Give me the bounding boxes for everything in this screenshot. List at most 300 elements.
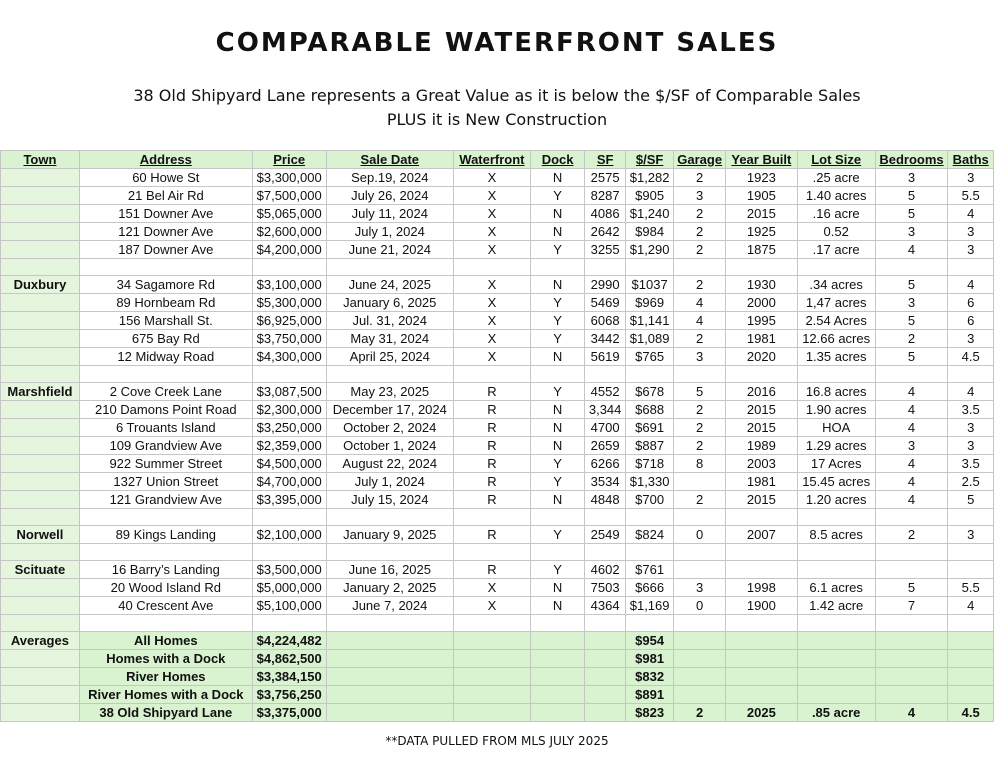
table-cell: 1.42 acre	[797, 597, 875, 615]
table-cell: July 1, 2024	[326, 223, 453, 241]
table-cell: 4	[875, 704, 948, 722]
table-cell: $823	[625, 704, 674, 722]
table-cell	[674, 650, 726, 668]
column-header: SF	[585, 151, 625, 169]
table-cell: 5.5	[948, 579, 994, 597]
table-cell: R	[453, 455, 530, 473]
table-cell	[797, 668, 875, 686]
table-cell: Y	[530, 455, 585, 473]
table-cell: R	[453, 561, 530, 579]
table-row	[1, 419, 994, 437]
table-cell: $700	[625, 491, 674, 509]
empty-cell	[1, 259, 80, 276]
table-cell: All Homes	[79, 632, 252, 650]
empty-cell	[453, 259, 530, 276]
table-cell: 16.8 acres	[797, 383, 875, 401]
column-header: Dock	[530, 151, 585, 169]
table-cell: $6,925,000	[252, 312, 326, 330]
table-cell: 3	[948, 169, 994, 187]
table-cell	[585, 668, 625, 686]
table-cell	[674, 561, 726, 579]
table-cell: 5	[948, 491, 994, 509]
column-header: Garage	[674, 151, 726, 169]
table-cell: $3,375,000	[252, 704, 326, 722]
table-cell	[948, 668, 994, 686]
table-cell: 60 Howe St	[79, 169, 252, 187]
table-cell: R	[453, 491, 530, 509]
empty-cell	[1, 544, 80, 561]
subtitle	[0, 84, 994, 132]
table-cell: N	[530, 348, 585, 366]
table-cell	[453, 704, 530, 722]
table-cell: 210 Damons Point Road	[79, 401, 252, 419]
table-cell: 0.52	[797, 223, 875, 241]
table-cell: 1998	[725, 579, 797, 597]
table-cell: R	[453, 473, 530, 491]
table-cell	[674, 632, 726, 650]
column-header: Bedrooms	[875, 151, 948, 169]
empty-cell	[948, 509, 994, 526]
table-cell: N	[530, 491, 585, 509]
table-cell: 38 Old Shipyard Lane	[79, 704, 252, 722]
table-cell: N	[530, 276, 585, 294]
table-cell: 7	[875, 597, 948, 615]
table-cell: $678	[625, 383, 674, 401]
empty-cell	[797, 259, 875, 276]
empty-cell	[875, 615, 948, 632]
table-cell: 21 Bel Air Rd	[79, 187, 252, 205]
table-cell: June 16, 2025	[326, 561, 453, 579]
empty-cell	[530, 366, 585, 383]
empty-cell	[674, 509, 726, 526]
table-cell	[875, 686, 948, 704]
town-cell: Duxbury	[1, 276, 80, 294]
table-cell: 3	[674, 187, 726, 205]
table-cell: 1925	[725, 223, 797, 241]
table-cell: $2,600,000	[252, 223, 326, 241]
table-cell	[585, 704, 625, 722]
table-cell: $1,169	[625, 597, 674, 615]
table-cell: $824	[625, 526, 674, 544]
table-cell: X	[453, 241, 530, 259]
empty-cell	[725, 366, 797, 383]
table-cell: $3,250,000	[252, 419, 326, 437]
table-cell: 1981	[725, 473, 797, 491]
table-cell: R	[453, 383, 530, 401]
table-cell: 2	[674, 419, 726, 437]
empty-cell	[797, 366, 875, 383]
table-cell: 156 Marshall St.	[79, 312, 252, 330]
table-cell: 40 Crescent Ave	[79, 597, 252, 615]
table-cell: 2575	[585, 169, 625, 187]
table-cell: 1900	[725, 597, 797, 615]
table-cell: June 24, 2025	[326, 276, 453, 294]
table-cell: 17 Acres	[797, 455, 875, 473]
table-cell: 3.5	[948, 401, 994, 419]
table-cell: January 9, 2025	[326, 526, 453, 544]
empty-cell	[453, 366, 530, 383]
table-cell: June 7, 2024	[326, 597, 453, 615]
table-cell: $3,756,250	[252, 686, 326, 704]
table-cell: Y	[530, 561, 585, 579]
table-cell	[875, 650, 948, 668]
table-cell: 2003	[725, 455, 797, 473]
table-cell	[948, 632, 994, 650]
table-cell: 3	[674, 579, 726, 597]
table-cell: May 23, 2025	[326, 383, 453, 401]
empty-cell	[674, 259, 726, 276]
table-cell: August 22, 2024	[326, 455, 453, 473]
table-cell	[326, 668, 453, 686]
empty-cell	[79, 615, 252, 632]
table-cell: $1,089	[625, 330, 674, 348]
column-header: Baths	[948, 151, 994, 169]
table-cell: $688	[625, 401, 674, 419]
table-cell: 2 Cove Creek Lane	[79, 383, 252, 401]
table-cell: $1,240	[625, 205, 674, 223]
empty-cell	[674, 544, 726, 561]
table-cell: 121 Grandview Ave	[79, 491, 252, 509]
table-cell	[453, 668, 530, 686]
table-cell: 4364	[585, 597, 625, 615]
empty-cell	[326, 544, 453, 561]
table-cell	[948, 650, 994, 668]
town-cell	[1, 348, 80, 366]
table-cell: R	[453, 419, 530, 437]
table-cell	[585, 650, 625, 668]
table-cell: 1930	[725, 276, 797, 294]
empty-cell	[725, 509, 797, 526]
table-cell: 89 Kings Landing	[79, 526, 252, 544]
table-cell: 1.20 acres	[797, 491, 875, 509]
table-cell	[725, 650, 797, 668]
table-cell: N	[530, 437, 585, 455]
town-cell	[1, 312, 80, 330]
table-cell: 3	[674, 348, 726, 366]
table-row	[1, 312, 994, 330]
empty-cell	[530, 544, 585, 561]
table-cell: 4086	[585, 205, 625, 223]
empty-cell	[585, 615, 625, 632]
empty-cell	[625, 259, 674, 276]
empty-cell	[875, 259, 948, 276]
table-cell: 6068	[585, 312, 625, 330]
table-cell: River Homes with a Dock	[79, 686, 252, 704]
averages-row	[1, 632, 994, 650]
table-cell: 2	[674, 491, 726, 509]
table-cell: N	[530, 205, 585, 223]
table-cell	[453, 632, 530, 650]
table-cell: 3,344	[585, 401, 625, 419]
table-cell	[326, 704, 453, 722]
table-cell	[725, 561, 797, 579]
sales-table	[0, 150, 994, 722]
table-cell: 1327 Union Street	[79, 473, 252, 491]
town-cell	[1, 401, 80, 419]
table-cell: 5469	[585, 294, 625, 312]
table-cell: X	[453, 294, 530, 312]
table-cell: 2642	[585, 223, 625, 241]
table-row	[1, 597, 994, 615]
table-cell: N	[530, 579, 585, 597]
table-cell: 2	[674, 437, 726, 455]
table-cell: December 17, 2024	[326, 401, 453, 419]
table-row	[1, 348, 994, 366]
town-cell	[1, 169, 80, 187]
table-cell: 0	[674, 526, 726, 544]
footer-note: **DATA PULLED FROM MLS JULY 2025	[385, 734, 609, 748]
table-cell: 4.5	[948, 704, 994, 722]
column-header: Sale Date	[326, 151, 453, 169]
table-row	[1, 401, 994, 419]
table-cell	[948, 686, 994, 704]
table-cell: 4	[948, 205, 994, 223]
table-cell: 34 Sagamore Rd	[79, 276, 252, 294]
table-cell: 151 Downer Ave	[79, 205, 252, 223]
table-cell: 1.40 acres	[797, 187, 875, 205]
averages-row	[1, 650, 994, 668]
table-cell: N	[530, 419, 585, 437]
town-cell: Marshfield	[1, 383, 80, 401]
table-cell: N	[530, 401, 585, 419]
table-cell: $1,290	[625, 241, 674, 259]
table-cell: 2	[674, 401, 726, 419]
table-cell: 16 Barry’s Landing	[79, 561, 252, 579]
table-cell: 2990	[585, 276, 625, 294]
empty-cell	[1, 366, 80, 383]
table-cell: 5	[875, 276, 948, 294]
table-cell: 4	[875, 491, 948, 509]
table-cell: 4848	[585, 491, 625, 509]
table-cell: $4,224,482	[252, 632, 326, 650]
table-cell: $3,750,000	[252, 330, 326, 348]
table-cell: 4	[674, 294, 726, 312]
table-cell: R	[453, 437, 530, 455]
table-cell: July 1, 2024	[326, 473, 453, 491]
spacer-row	[1, 544, 994, 561]
table-cell: $1037	[625, 276, 674, 294]
empty-cell	[252, 615, 326, 632]
table-cell: May 31, 2024	[326, 330, 453, 348]
table-cell: $666	[625, 579, 674, 597]
table-cell: $905	[625, 187, 674, 205]
table-row	[1, 561, 994, 579]
table-cell: 3	[948, 330, 994, 348]
table-cell: 1.90 acres	[797, 401, 875, 419]
table-row	[1, 491, 994, 509]
empty-cell	[948, 544, 994, 561]
spacer-row	[1, 366, 994, 383]
empty-cell	[326, 259, 453, 276]
table-cell: 1.35 acres	[797, 348, 875, 366]
table-cell: $4,500,000	[252, 455, 326, 473]
empty-cell	[453, 509, 530, 526]
table-cell: N	[530, 597, 585, 615]
table-cell: 8287	[585, 187, 625, 205]
table-cell: Y	[530, 241, 585, 259]
table-row	[1, 276, 994, 294]
table-cell: $7,500,000	[252, 187, 326, 205]
empty-cell	[948, 366, 994, 383]
empty-cell	[530, 509, 585, 526]
empty-cell	[252, 544, 326, 561]
table-cell	[948, 561, 994, 579]
empty-cell	[625, 615, 674, 632]
table-cell: 3255	[585, 241, 625, 259]
table-cell: April 25, 2024	[326, 348, 453, 366]
table-cell: 2015	[725, 205, 797, 223]
town-cell	[1, 223, 80, 241]
page-title: COMPARABLE WATERFRONT SALES	[215, 28, 779, 58]
empty-cell	[585, 544, 625, 561]
table-cell: 3	[948, 241, 994, 259]
town-cell	[1, 597, 80, 615]
table-cell: 3442	[585, 330, 625, 348]
town-cell	[1, 473, 80, 491]
table-cell: 3	[875, 437, 948, 455]
table-cell: X	[453, 597, 530, 615]
table-header-row	[1, 151, 994, 169]
table-row	[1, 473, 994, 491]
empty-cell	[625, 544, 674, 561]
table-cell: X	[453, 579, 530, 597]
town-cell	[1, 579, 80, 597]
table-cell: 12 Midway Road	[79, 348, 252, 366]
table-cell: X	[453, 330, 530, 348]
table-cell: 2020	[725, 348, 797, 366]
table-row	[1, 383, 994, 401]
table-cell: 3	[948, 437, 994, 455]
town-cell	[1, 668, 80, 686]
empty-cell	[948, 259, 994, 276]
table-row	[1, 169, 994, 187]
empty-cell	[453, 544, 530, 561]
table-cell: 4	[875, 401, 948, 419]
table-cell	[453, 650, 530, 668]
table-cell: 2016	[725, 383, 797, 401]
table-cell: 1981	[725, 330, 797, 348]
table-cell	[797, 561, 875, 579]
table-cell: 2015	[725, 491, 797, 509]
table-cell: 2549	[585, 526, 625, 544]
table-cell	[725, 632, 797, 650]
table-cell: October 1, 2024	[326, 437, 453, 455]
table-cell: 4	[674, 312, 726, 330]
table-cell: 5	[674, 383, 726, 401]
table-cell: 2	[674, 330, 726, 348]
table-cell: 5	[875, 579, 948, 597]
table-cell: $887	[625, 437, 674, 455]
table-cell	[875, 668, 948, 686]
town-cell	[1, 704, 80, 722]
table-cell: Y	[530, 526, 585, 544]
table-cell	[875, 561, 948, 579]
empty-cell	[948, 615, 994, 632]
town-cell	[1, 455, 80, 473]
table-cell: 1.29 acres	[797, 437, 875, 455]
table-cell: 5	[875, 348, 948, 366]
table-cell: 15.45 acres	[797, 473, 875, 491]
table-cell: 3	[948, 223, 994, 241]
empty-cell	[625, 509, 674, 526]
table-cell	[797, 650, 875, 668]
empty-cell	[79, 259, 252, 276]
table-cell: X	[453, 205, 530, 223]
subtitle-line-1: 38 Old Shipyard Lane represents a Great Value as it is below the $/SF of Comparable Sales	[133, 86, 861, 105]
table-cell: 187 Downer Ave	[79, 241, 252, 259]
table-cell: N	[530, 223, 585, 241]
table-cell: $2,359,000	[252, 437, 326, 455]
table-row	[1, 187, 994, 205]
table-cell: $4,200,000	[252, 241, 326, 259]
table-cell: 7503	[585, 579, 625, 597]
table-cell: .16 acre	[797, 205, 875, 223]
table-cell	[797, 632, 875, 650]
empty-cell	[530, 259, 585, 276]
table-cell: 922 Summer Street	[79, 455, 252, 473]
table-row	[1, 526, 994, 544]
table-row	[1, 223, 994, 241]
table-cell: 2	[674, 223, 726, 241]
table-cell: $3,500,000	[252, 561, 326, 579]
table-cell: 2	[674, 276, 726, 294]
empty-cell	[530, 615, 585, 632]
spacer-row	[1, 615, 994, 632]
table-cell: $765	[625, 348, 674, 366]
averages-row	[1, 704, 994, 722]
empty-cell	[585, 509, 625, 526]
table-cell: $969	[625, 294, 674, 312]
table-row	[1, 241, 994, 259]
table-cell	[725, 686, 797, 704]
table-cell: 675 Bay Rd	[79, 330, 252, 348]
table-cell: Sep.19, 2024	[326, 169, 453, 187]
table-cell	[453, 686, 530, 704]
town-cell	[1, 686, 80, 704]
town-cell	[1, 241, 80, 259]
table-cell: Y	[530, 473, 585, 491]
table-cell	[530, 686, 585, 704]
empty-cell	[585, 259, 625, 276]
table-cell: $954	[625, 632, 674, 650]
table-cell: 2025	[725, 704, 797, 722]
town-cell	[1, 187, 80, 205]
table-cell: 2007	[725, 526, 797, 544]
table-cell: $984	[625, 223, 674, 241]
table-cell: 2	[674, 704, 726, 722]
table-cell: 20 Wood Island Rd	[79, 579, 252, 597]
table-cell: $3,100,000	[252, 276, 326, 294]
table-cell: January 6, 2025	[326, 294, 453, 312]
empty-cell	[875, 366, 948, 383]
town-cell: Averages	[1, 632, 80, 650]
empty-cell	[79, 366, 252, 383]
table-cell: 1905	[725, 187, 797, 205]
town-cell	[1, 330, 80, 348]
table-cell: July 15, 2024	[326, 491, 453, 509]
empty-cell	[79, 544, 252, 561]
table-cell: X	[453, 169, 530, 187]
empty-cell	[453, 615, 530, 632]
table-cell: 121 Downer Ave	[79, 223, 252, 241]
averages-row	[1, 668, 994, 686]
table-cell: Jul. 31, 2024	[326, 312, 453, 330]
table-cell: $3,300,000	[252, 169, 326, 187]
table-cell: 1995	[725, 312, 797, 330]
table-cell: 2	[875, 330, 948, 348]
table-cell: 109 Grandview Ave	[79, 437, 252, 455]
table-row	[1, 294, 994, 312]
